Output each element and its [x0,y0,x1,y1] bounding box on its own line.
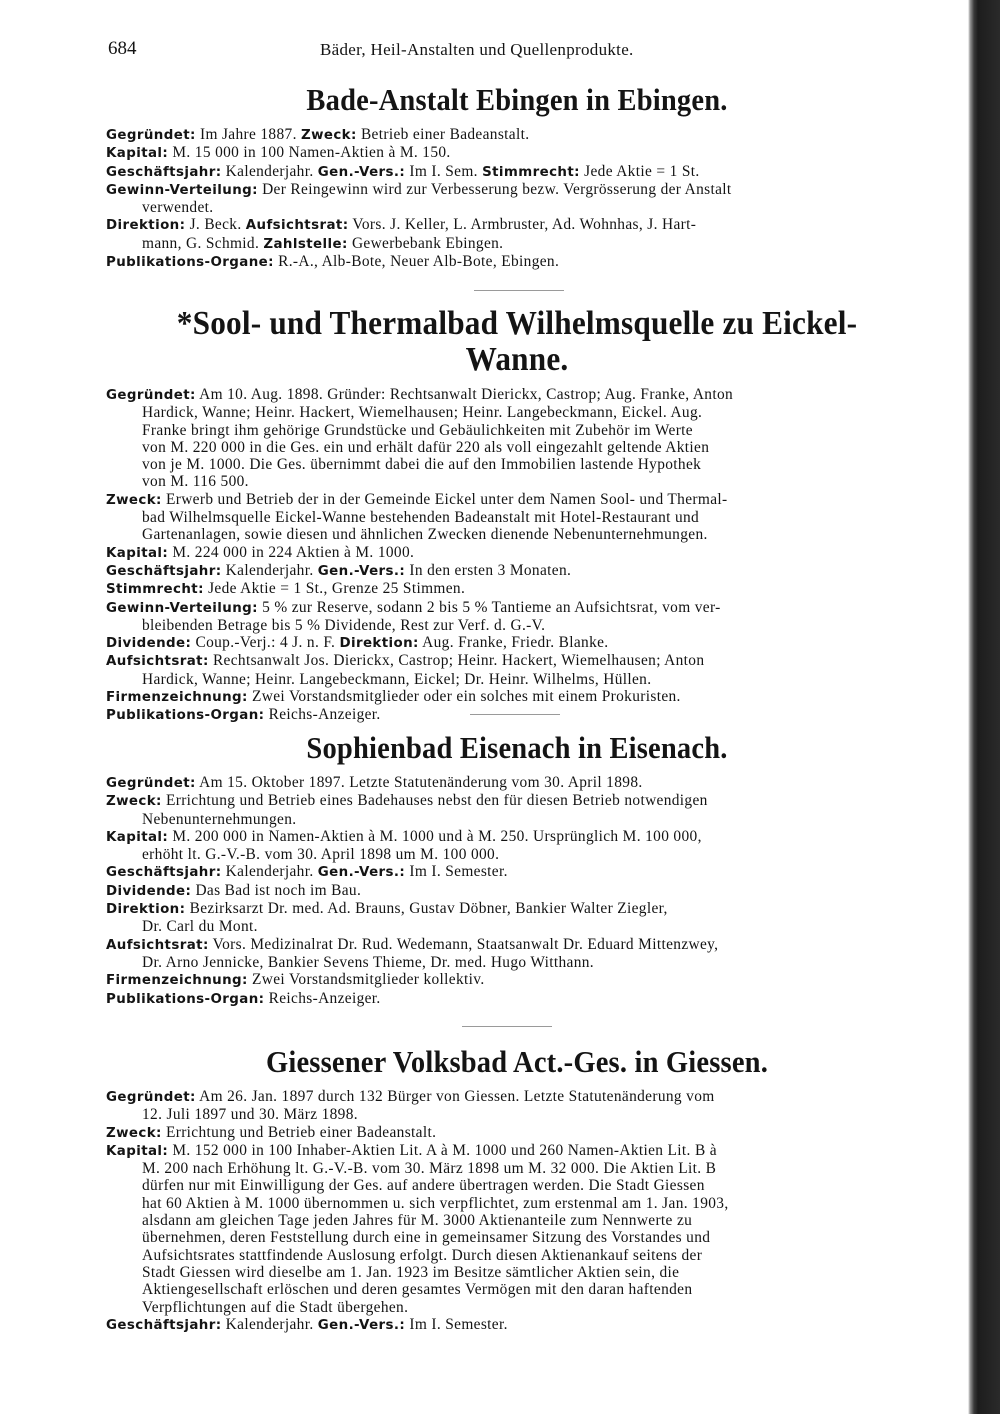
field-gegruendet-cont: Hardick, Wanne; Heinr. Hackert, Wiemelhausen; Heinr. Langebeckmann, Eickel. Aug. [142,404,703,422]
field-gegruendet-cont: von M. 220 000 in die Ges. ein und erhält dafür 220 als voll eingezahlt geltende Aktien [142,438,710,456]
field-gegruendet-cont: Franke bringt ihm gehörige Grundstücke und Gebäulichkeiten mit Zubehör im Werte [142,421,693,439]
field-kapital-cont: hat 60 Aktien à M. 1000 übernommen u. sich verpflichtet, zum erstenmal am 1. Jan. 1903, [142,1194,729,1212]
field-gegruendet-cont: von je M. 1000. Die Ges. übernimmt dabei die auf den Immobilien lastende Hypothek [142,456,702,474]
field-aufsichtsrat-cont: Dr. Arno Jennicke, Bankier Sevens Thieme, Dr. med. Hugo Witthann. [142,953,594,971]
scan-edge-shadow [958,0,1000,1414]
entry-title: Giessener Volksbad Act.-Ges. in Giessen. [265,1044,769,1079]
field-zweck: Zweck: Errichtung und Betrieb eines Badehauses nebst den für diesen Betrieb notwendigen [106,792,708,810]
field-kapital: Kapital: M. 15 000 in 100 Namen-Aktien à M. 150. [106,144,451,162]
field-publikations-organ: Publikations-Organ: Reichs-Anzeiger. [106,989,381,1007]
entry-sool-thermalbad-wilhelmsquelle [106,306,928,725]
field-gewinn-verteilung: Gewinn-Verteilung: 5 % zur Reserve, sodann 2 bis 5 % Tantieme an Aufsichtsrat, vom ver- [106,598,721,616]
field-kapital-cont: Verpflichtungen auf die Stadt übergehen. [142,1298,409,1316]
field-kapital-cont: erhöht lt. G.-V.-B. vom 30. April 1898 um M. 100 000. [142,846,500,864]
entry-title: Sophienbad Eisenach in Eisenach. [306,730,728,765]
field-geschaeftsjahr: Geschäftsjahr: Kalenderjahr. Gen.-Vers.: In den ersten 3 Monaten. [106,561,572,579]
entry-giessener-volksbad [106,1044,928,1334]
field-gegruendet: Gegründet: Am 15. Oktober 1897. Letzte Statutenänderung vom 30. April 1898. [106,774,643,791]
running-head: Bäder, Heil-Anstalten und Quellenprodukte. [320,40,634,59]
field-gewinn-verteilung: Gewinn-Verteilung: Der Reingewinn wird zur Verbesserung bezw. Vergrösserung der Anstalt [106,180,732,198]
section-divider [462,1026,552,1027]
field-zweck-cont: Nebenunternehmungen. [142,810,297,828]
field-zweck: Zweck: Errichtung und Betrieb einer Badeanstalt. [106,1123,437,1141]
field-stimmrecht: Stimmrecht: Jede Aktie = 1 St., Grenze 25 Stimmen. [106,580,466,598]
field-zweck-cont: Gartenanlagen, sowie diesen und ähnlichen Zwecken dienende Nebenunternehmungen. [142,526,708,544]
field-direktion: Direktion: Bezirksarzt Dr. med. Ad. Brauns, Gustav Döbner, Bankier Walter Ziegler, [106,900,668,918]
field-zweck: Zweck: Erwerb und Betrieb der in der Gemeinde Eickel unter dem Namen Sool- und Thermal- [106,490,728,508]
field-geschaeftsjahr: Geschäftsjahr: Kalenderjahr. Gen.-Vers.: Im I. Semester. [106,863,508,881]
field-kapital-cont: alsdann am gleichen Tage jeden Jahres für M. 3000 Aktienanteile zum Nennwerte zu [142,1212,693,1230]
field-direktion-cont: Dr. Carl du Mont. [142,918,258,936]
field-gegruendet: Gegründet: Am 10. Aug. 1898. Gründer: Rechtsanwalt Dierickx, Castrop; Aug. Franke, Anton [106,386,734,403]
field-dividende: Dividende: Das Bad ist noch im Bau. [106,881,362,899]
field-aufsichtsrat: Aufsichtsrat: Vors. Medizinalrat Dr. Rud. Wedemann, Staatsanwalt Dr. Eduard Mittenzwey, [106,935,719,953]
field-aufsichtsrat: Aufsichtsrat: Rechtsanwalt Jos. Dierickx, Castrop; Heinr. Hackert, Wiemelhausen; Anton [106,652,705,670]
field-kapital: Kapital: M. 224 000 in 224 Aktien à M. 1000. [106,543,415,561]
field-kapital-cont: übernehmen, deren Feststellung durch eine in gemeinsamer Sitzung des Vorstandes und [142,1229,711,1247]
entry-title: Bade-Anstalt Ebingen in Ebingen. [306,82,728,117]
field-kapital-cont: Stadt Giessen wird dieselbe am 1. Jan. 1923 im Besitze sämtlicher Aktien sein, die [142,1263,680,1281]
entry-sophienbad-eisenach [106,730,928,1008]
page-number: 684 [108,38,137,59]
field-zweck-cont: bad Wilhelmsquelle Eickel-Wanne bestehenden Badeanstalt mit Hotel-Restaurant und [142,509,700,527]
section-divider [470,714,560,715]
field-gegruendet: Gegründet: Am 26. Jan. 1897 durch 132 Bürger von Giessen. Letzte Statutenänderung vom [106,1088,715,1105]
field-firmenzeichnung: Firmenzeichnung: Zwei Vorstandsmitglieder kollektiv. [106,971,485,989]
field-kapital-cont: dürfen nur mit Einwilligung der Ges. auf andere übertragen werden. Die Stadt Giessen [142,1177,705,1195]
field-kapital-cont: Aktiengesellschaft erlöschen und deren gesamtes Vermögen mit den daran haftenden [142,1281,693,1299]
field-gegruendet-cont: von M. 116 500. [142,473,249,491]
field-gewinn-verteilung-cont: verwendet. [142,199,214,217]
field-kapital: Kapital: M. 152 000 in 100 Inhaber-Aktien Lit. A à M. 1000 und 260 Namen-Aktien Lit. B à [106,1141,717,1159]
field-kapital: Kapital: M. 200 000 in Namen-Aktien à M. 1000 und à M. 250. Ursprünglich M. 100 000, [106,827,702,845]
field-geschaeftsjahr: Geschäftsjahr: Kalenderjahr. Gen.-Vers.: Im I. Sem. Stimmrecht: Jede Aktie = 1 St. [106,162,700,180]
field-dividende: Dividende: Coup.-Verj.: 4 J. n. F. Direktion: Aug. Franke, Friedr. Blanke. [106,634,609,652]
field-gegruendet: Gegründet: Im Jahre 1887. Zweck: Betrieb einer Badeanstalt. [106,126,530,143]
field-publikations-organe: Publikations-Organe: R.-A., Alb-Bote, Neuer Alb-Bote, Ebingen. [106,253,560,271]
field-firmenzeichnung: Firmenzeichnung: Zwei Vorstandsmitglieder oder ein solches mit einem Prokuristen. [106,688,681,706]
field-aufsichtsrat-cont: Hardick, Wanne; Heinr. Langebeckmann, Eickel; Dr. Heinr. Wilhelms, Hüllen. [142,670,652,688]
field-direktion: Direktion: J. Beck. Aufsichtsrat: Vors. J. Keller, L. Armbruster, Ad. Wohnhas, J. Hart- [106,216,697,234]
section-divider [474,290,564,291]
entry-bade-anstalt-ebingen [106,82,928,271]
field-kapital-cont: M. 200 nach Erhöhung lt. G.-V.-B. vom 30. März 1898 um M. 32 000. Die Aktien Lit. B [142,1160,717,1178]
entry-title: *Sool- und Thermalbad Wilhelmsquelle zu Eickel-Wanne. [176,305,858,378]
field-aufsichtsrat-cont: mann, G. Schmid. Zahlstelle: Gewerbebank Ebingen. [142,234,504,252]
field-gewinn-verteilung-cont: bleibenden Betrage bis 5 % Dividende, Rest zur Verf. d. G.-V. [142,616,546,634]
field-publikations-organ: Publikations-Organ: Reichs-Anzeiger. [106,706,381,724]
field-gegruendet-cont: 12. Juli 1897 und 30. März 1898. [142,1106,358,1124]
field-geschaeftsjahr: Geschäftsjahr: Kalenderjahr. Gen.-Vers.: Im I. Semester. [106,1315,508,1333]
field-kapital-cont: Aufsichtsrates stattfindende Auslosung erfolgt. Durch diesen Aktienankauf seitens der [142,1246,703,1264]
